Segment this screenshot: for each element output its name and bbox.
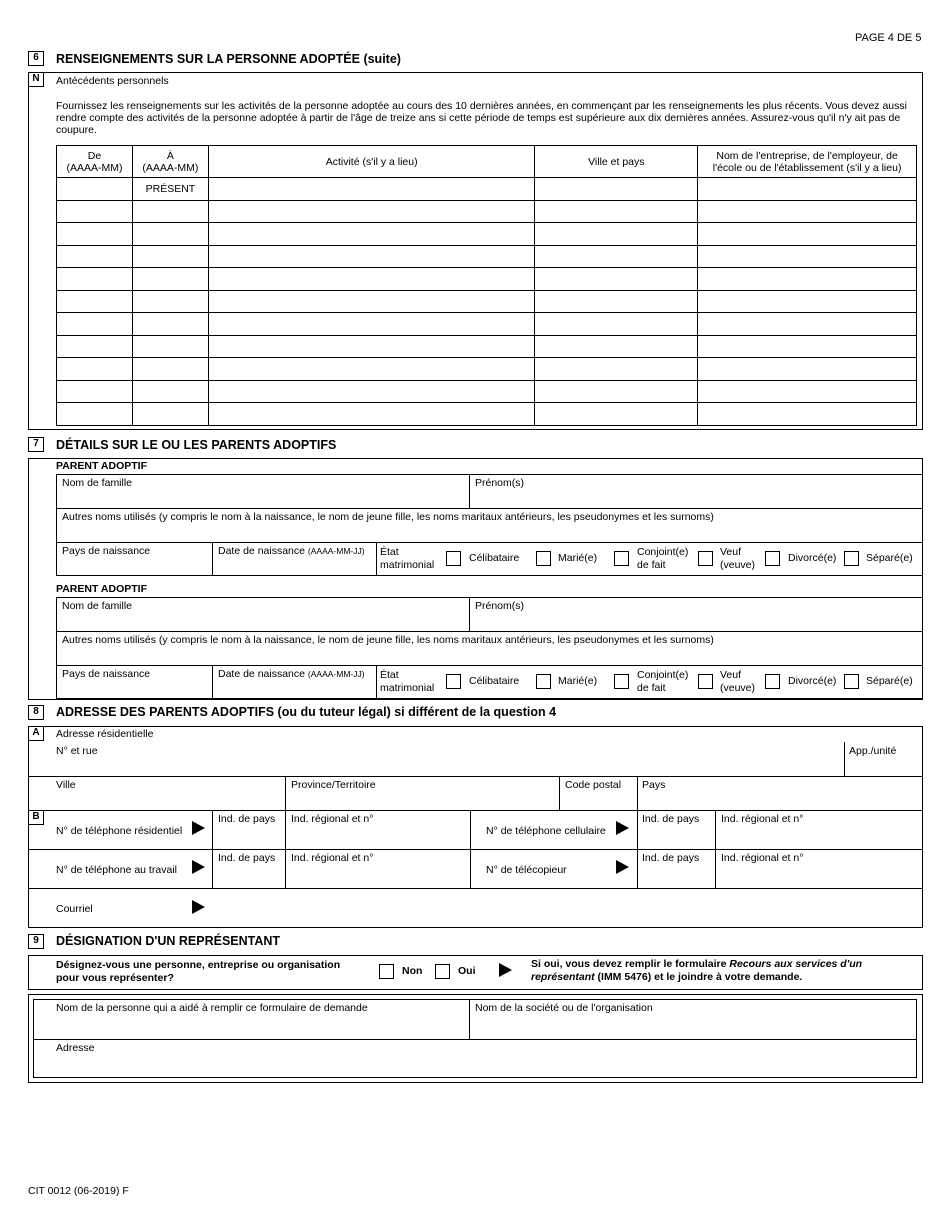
from-cell[interactable]: [57, 313, 133, 336]
city-cell[interactable]: [535, 268, 698, 291]
activity-cell[interactable]: [208, 200, 535, 223]
parent-2-birth-date-label: Date de naissance (AAAA-MM-JJ): [218, 668, 365, 680]
parent-2-family-name-label: Nom de famille: [62, 600, 133, 612]
city-cell[interactable]: [535, 178, 698, 201]
to-cell[interactable]: [132, 335, 208, 358]
employer-cell[interactable]: [698, 268, 917, 291]
helper-address-label: Adresse: [56, 1042, 95, 1054]
section-9-number: 9: [28, 934, 44, 949]
apt-label: App./unité: [849, 745, 897, 757]
employer-cell[interactable]: [698, 200, 917, 223]
personal-history-title: Antécédents personnels: [56, 75, 169, 87]
col-employer-header: Nom de l'entreprise, de l'employeur, de l'école ou de l'établissement (s'il y a lieu): [698, 146, 917, 178]
col-to-header: À (AAAA-MM): [132, 146, 208, 178]
table-row: [57, 178, 917, 201]
work-country-code-label: Ind. de pays: [218, 852, 276, 864]
to-cell[interactable]: [132, 403, 208, 426]
email-label: Courriel: [56, 903, 93, 915]
parent-2-single-checkbox[interactable]: [446, 674, 461, 689]
parent-1-family-name-label: Nom de famille: [62, 477, 133, 489]
parent-1-widowed-label: Veuf (veuve): [720, 546, 756, 571]
parent-1-divorced-label: Divorcé(e): [788, 552, 837, 564]
history-header-row: [57, 146, 917, 178]
parent-1-divorced-checkbox[interactable]: [765, 551, 780, 566]
city-input[interactable]: [29, 777, 284, 809]
page-number: PAGE 4 DE 5: [855, 32, 922, 44]
employer-cell[interactable]: [698, 313, 917, 336]
table-row: [57, 313, 917, 336]
representative-question: Désignez-vous une personne, entreprise ou organisation pour vous représenter?: [56, 959, 341, 984]
parent-2-common-law-checkbox[interactable]: [614, 674, 629, 689]
section-6-title: RENSEIGNEMENTS SUR LA PERSONNE ADOPTÉE (suite): [56, 52, 401, 66]
fax-country-code-input[interactable]: [638, 850, 714, 887]
employer-cell[interactable]: [698, 245, 917, 268]
city-cell[interactable]: [535, 245, 698, 268]
from-cell[interactable]: [57, 335, 133, 358]
to-cell[interactable]: [132, 268, 208, 291]
cell-number-input[interactable]: [716, 811, 922, 849]
parent-1-married-label: Marié(e): [558, 552, 598, 564]
home-phone-arrow-icon: [192, 821, 205, 835]
parent-2-marital-label: État matrimonial: [380, 669, 435, 694]
work-phone-arrow-icon: [192, 860, 205, 874]
email-input[interactable]: [213, 889, 922, 927]
table-row: [57, 290, 917, 313]
section-9-title: DÉSIGNATION D'UN REPRÉSENTANT: [56, 934, 281, 948]
table-row: [57, 358, 917, 381]
representative-no-label: Non: [402, 965, 423, 977]
section-7-number: 7: [28, 437, 44, 452]
country-label: Pays: [642, 779, 666, 791]
form-code-footer: CIT 0012 (06-2019) F: [28, 1185, 129, 1197]
from-cell[interactable]: [57, 200, 133, 223]
activity-cell[interactable]: [208, 245, 535, 268]
residential-address-title: Adresse résidentielle: [56, 728, 154, 740]
cell-country-code-input[interactable]: [638, 811, 714, 849]
fax-area-code-label: Ind. régional et n°: [721, 852, 804, 864]
parent-1-birth-date-label: Date de naissance (AAAA-MM-JJ): [218, 545, 365, 557]
helper-name-input[interactable]: [34, 1000, 468, 1038]
country-input[interactable]: [638, 777, 922, 809]
representative-yes-checkbox[interactable]: [435, 964, 450, 979]
home-country-code-input[interactable]: [213, 811, 284, 849]
cell-phone-arrow-icon: [616, 821, 629, 835]
activity-cell[interactable]: [208, 335, 535, 358]
table-row: [57, 403, 917, 426]
activity-cell[interactable]: [208, 223, 535, 246]
parent-1-separated-checkbox[interactable]: [844, 551, 859, 566]
parent-2-common-law-label: Conjoint(e) de fait: [637, 669, 689, 694]
organization-name-label: Nom de la société ou de l'organisation: [475, 1002, 653, 1014]
activity-cell[interactable]: [208, 403, 535, 426]
parent-1-other-names-label: Autres noms utilisés (y compris le nom à la naissance, le nom de jeune fille, les noms maritaux antérieurs, les pseudonymes et les surnoms): [62, 511, 714, 523]
organization-name-input[interactable]: [470, 1000, 916, 1038]
city-cell[interactable]: [535, 358, 698, 381]
parent-1-single-checkbox[interactable]: [446, 551, 461, 566]
parent-1-given-name-input[interactable]: [470, 475, 922, 507]
from-cell[interactable]: [57, 403, 133, 426]
from-cell[interactable]: [57, 358, 133, 381]
fax-label: N° de télécopieur: [486, 864, 567, 876]
activity-cell[interactable]: [208, 178, 535, 201]
parent-2-widowed-label: Veuf (veuve): [720, 669, 756, 694]
work-area-code-label: Ind. régional et n°: [291, 852, 374, 864]
representative-no-checkbox[interactable]: [379, 964, 394, 979]
street-label: N° et rue: [56, 745, 98, 757]
representative-arrow-icon: [499, 963, 512, 977]
email-arrow-icon: [192, 900, 205, 914]
fax-number-input[interactable]: [716, 850, 922, 887]
from-cell[interactable]: [57, 245, 133, 268]
employer-cell[interactable]: [698, 380, 917, 403]
table-row: [57, 223, 917, 246]
table-row: [57, 335, 917, 358]
activity-cell[interactable]: [208, 358, 535, 381]
fax-country-code-label: Ind. de pays: [642, 852, 700, 864]
work-country-code-input[interactable]: [213, 850, 284, 887]
home-country-code-label: Ind. de pays: [218, 813, 276, 825]
city-cell[interactable]: [535, 335, 698, 358]
parent-1-separated-label: Séparé(e): [866, 552, 913, 564]
from-cell[interactable]: [57, 290, 133, 313]
cell-phone-label: N° de téléphone cellulaire: [486, 825, 606, 837]
employer-cell[interactable]: [698, 358, 917, 381]
cell-country-code-label: Ind. de pays: [642, 813, 700, 825]
parent-1-married-checkbox[interactable]: [536, 551, 551, 566]
to-cell[interactable]: [132, 245, 208, 268]
employer-cell[interactable]: [698, 178, 917, 201]
province-label: Province/Territoire: [291, 779, 376, 791]
parent-2-married-label: Marié(e): [558, 675, 598, 687]
parent-2-separated-checkbox[interactable]: [844, 674, 859, 689]
representative-yes-label: Oui: [458, 965, 476, 977]
helper-address-input[interactable]: [34, 1040, 916, 1077]
city-cell[interactable]: [535, 403, 698, 426]
history-instructions: Fournissez les renseignements sur les activités de la personne adoptée au cours des 10 dernières années, en commençant par les renseignements les plus récents. Vous devez aussi rendre compte des activités de la personne adoptée à partir de l'âge de treize ans si cette période de temps est supérieure aux dix dernières années. Assurez-vous qu'il n'y ait pas de coupure.: [56, 100, 907, 136]
postal-code-input[interactable]: [560, 777, 636, 809]
parent-2-married-checkbox[interactable]: [536, 674, 551, 689]
home-number-input[interactable]: [286, 811, 469, 849]
fax-arrow-icon: [616, 860, 629, 874]
parent-1-marital-label: État matrimonial: [380, 546, 435, 571]
history-table: [56, 145, 917, 426]
sub-n-letter: N: [28, 72, 44, 87]
parent-1-common-law-label: Conjoint(e) de fait: [637, 546, 689, 571]
from-cell[interactable]: [57, 178, 133, 201]
city-cell[interactable]: [535, 290, 698, 313]
city-cell[interactable]: [535, 313, 698, 336]
parent-2-divorced-label: Divorcé(e): [788, 675, 837, 687]
parent-2-other-names-label: Autres noms utilisés (y compris le nom à la naissance, le nom de jeune fille, les noms maritaux antérieurs, les pseudonymes et les surnoms): [62, 634, 714, 646]
section-6-number: 6: [28, 51, 44, 66]
activity-cell[interactable]: [208, 380, 535, 403]
employer-cell[interactable]: [698, 335, 917, 358]
to-cell-present: PRÉSENT: [132, 178, 208, 201]
from-cell[interactable]: [57, 380, 133, 403]
city-cell[interactable]: [535, 380, 698, 403]
to-cell[interactable]: [132, 380, 208, 403]
to-cell[interactable]: [132, 290, 208, 313]
postal-code-label: Code postal: [565, 779, 622, 791]
table-row: [57, 268, 917, 291]
employer-cell[interactable]: [698, 403, 917, 426]
section-8-number: 8: [28, 705, 44, 720]
activity-cell[interactable]: [208, 313, 535, 336]
home-phone-label: N° de téléphone résidentiel: [56, 825, 183, 837]
home-area-code-label: Ind. régional et n°: [291, 813, 374, 825]
cell-area-code-label: Ind. régional et n°: [721, 813, 804, 825]
table-row: [57, 380, 917, 403]
parent-2-given-name-label: Prénom(s): [475, 600, 525, 612]
parent-1-heading: PARENT ADOPTIF: [56, 460, 147, 472]
parent-2-separated-label: Séparé(e): [866, 675, 913, 687]
sub-a-letter: A: [28, 726, 44, 741]
employer-cell[interactable]: [698, 290, 917, 313]
from-cell[interactable]: [57, 223, 133, 246]
parent-1-single-label: Célibataire: [469, 552, 520, 564]
province-input[interactable]: [286, 777, 558, 809]
parent-2-divorced-checkbox[interactable]: [765, 674, 780, 689]
parent-2-single-label: Célibataire: [469, 675, 520, 687]
city-cell[interactable]: [535, 223, 698, 246]
helper-name-label: Nom de la personne qui a aidé à remplir ce formulaire de demande: [56, 1002, 368, 1014]
table-row: [57, 245, 917, 268]
to-cell[interactable]: [132, 200, 208, 223]
col-activity-header: Activité (s'il y a lieu): [208, 146, 535, 178]
representative-note: Si oui, vous devez remplir le formulaire Recours aux services d'un représentant (IMM 5476) et le joindre à votre demande.: [531, 958, 863, 983]
parent-2-given-name-input[interactable]: [470, 598, 922, 630]
work-number-input[interactable]: [286, 850, 469, 887]
apt-input[interactable]: [845, 742, 922, 775]
sub-b-letter: B: [28, 810, 44, 825]
parent-2-heading: PARENT ADOPTIF: [56, 583, 147, 595]
parent-1-given-name-label: Prénom(s): [475, 477, 525, 489]
city-cell[interactable]: [535, 200, 698, 223]
activity-cell[interactable]: [208, 290, 535, 313]
to-cell[interactable]: [132, 358, 208, 381]
street-input[interactable]: [56, 742, 843, 775]
from-cell[interactable]: [57, 268, 133, 291]
table-row: [57, 200, 917, 223]
section-8-title: ADRESSE DES PARENTS ADOPTIFS (ou du tuteur légal) si différent de la question 4: [56, 705, 557, 719]
parent-1-birth-country-label: Pays de naissance: [62, 545, 151, 557]
parent-1-common-law-checkbox[interactable]: [614, 551, 629, 566]
employer-cell[interactable]: [698, 223, 917, 246]
city-label: Ville: [56, 779, 76, 791]
parent-2-widowed-checkbox[interactable]: [698, 674, 713, 689]
section-7-title: DÉTAILS SUR LE OU LES PARENTS ADOPTIFS: [56, 438, 337, 452]
col-city-header: Ville et pays: [535, 146, 698, 178]
to-cell[interactable]: [132, 223, 208, 246]
work-phone-label: N° de téléphone au travail: [56, 864, 177, 876]
activity-cell[interactable]: [208, 268, 535, 291]
parent-2-birth-country-label: Pays de naissance: [62, 668, 151, 680]
to-cell[interactable]: [132, 313, 208, 336]
parent-1-widowed-checkbox[interactable]: [698, 551, 713, 566]
col-from-header: De (AAAA-MM): [57, 146, 133, 178]
